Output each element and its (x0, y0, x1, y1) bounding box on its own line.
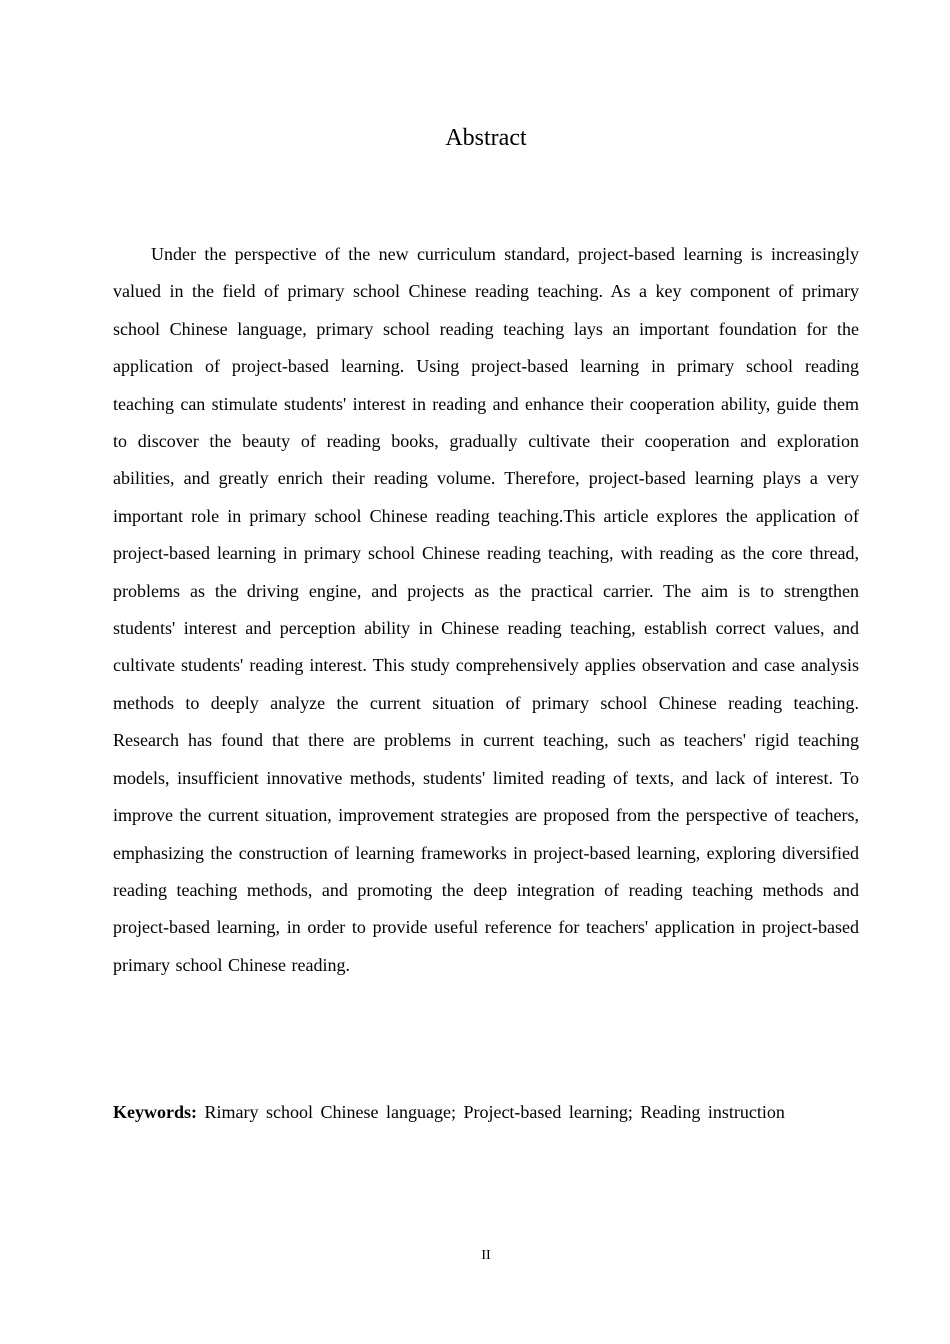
keywords-line (113, 1097, 873, 1127)
keywords-label: Keywords: (113, 1102, 197, 1122)
abstract-title: Abstract (445, 125, 527, 151)
page-number: II (481, 1248, 491, 1263)
abstract-body: Under the perspective of the new curriculum standard, project-based learning is increasingly valued in the field of primary school Chinese reading teaching. As a key component of primary school Chinese language, primary school reading teaching lays an important foundation for the application of project-based learning. Using project-based learning in primary school reading teaching can stimulate students' interest in reading and enhance their cooperation ability, guide them to discover the beauty of reading books, gradually cultivate their cooperation and exploration abilities, and greatly enrich their reading volume. Therefore, project-based learning plays a very important role in primary school Chinese reading teaching.This article explores the application of project-based learning in primary school Chinese reading teaching, with reading as the core thread, problems as the driving engine, and projects as the practical carrier. The aim is to strengthen students' interest and perception ability in Chinese reading teaching, establish correct values, and cultivate students' reading interest. This study comprehensively applies observation and case analysis methods to deeply analyze the current situation of primary school Chinese reading teaching. Research has found that there are problems in current teaching, such as teachers' rigid teaching models, insufficient innovative methods, students' limited reading of texts, and lack of interest. To improve the current situation, improvement strategies are proposed from the perspective of teachers, emphasizing the construction of learning frameworks in project-based learning, exploring diversified reading teaching methods, and promoting the deep integration of reading teaching methods and project-based learning, in order to provide useful reference for teachers' application in project-based primary school Chinese reading. (113, 244, 859, 975)
keywords-text: Rimary school Chinese language; Project-based learning; Reading instruction (204, 1102, 785, 1122)
